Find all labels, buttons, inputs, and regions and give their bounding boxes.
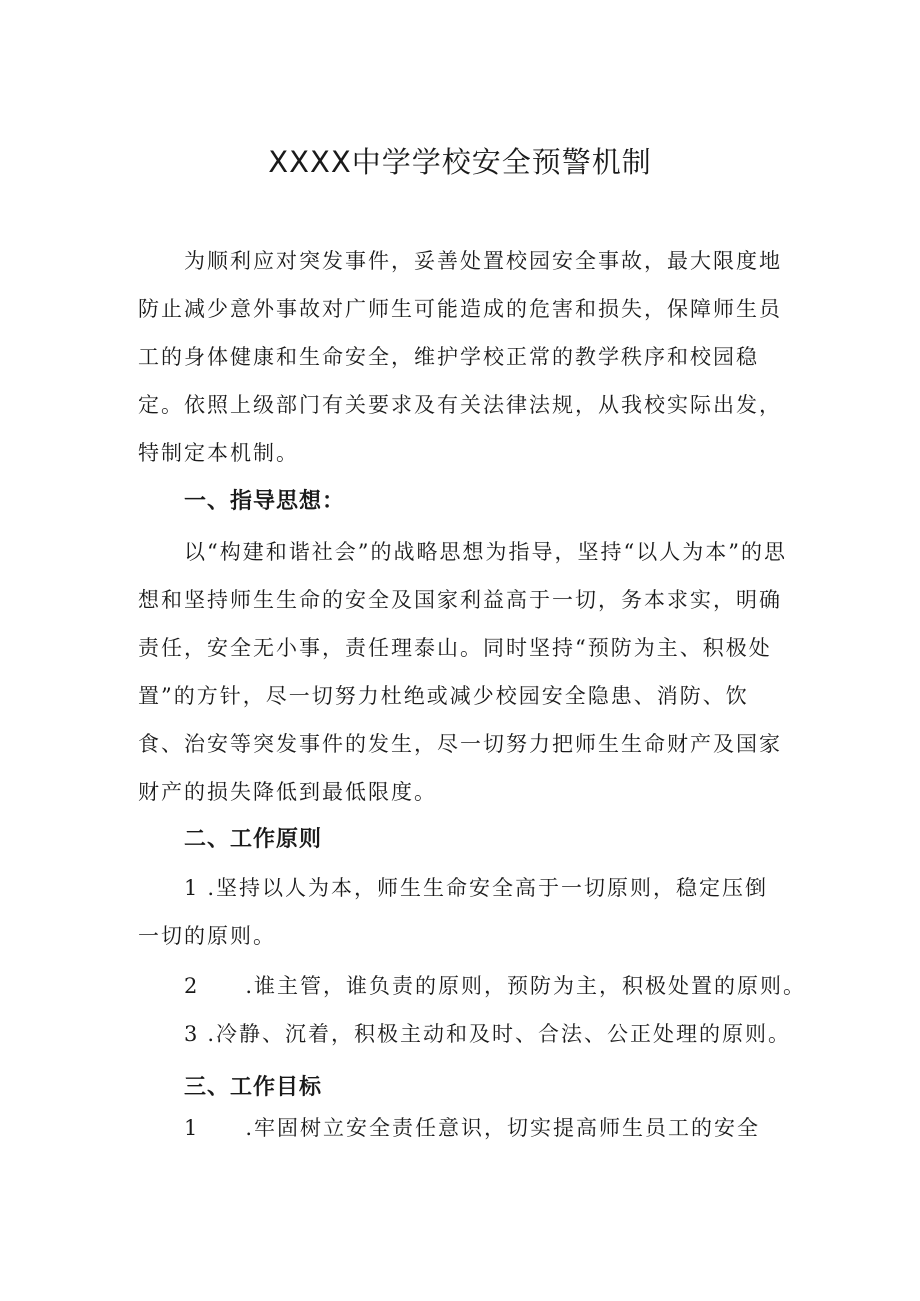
section-heading-work-goals: 三、工作目标	[184, 1075, 323, 1100]
intro-paragraph: 为顺利应对突发事件，妥善处置校园安全事故，最大限度地防止减少意外事故对广师生可能造成的危害和损失，保障师生员工的身体健康和生命安全，维护学校正常的教学秩序和校园稳定。依照上级部门有关要求及有关法律法规，从我校实际出发，特制定本机制。	[138, 249, 782, 465]
guiding-ideology-paragraph: 以“构建和谐社会”的战略思想为指导，坚持“以人为本”的思想和坚持师生生命的安全及国家利益高于一切，务本求实，明确责任，安全无小事，责任理泰山。同时坚持“预防为主、积极处置”的方针，尽一切努力杜绝或减少校园安全隐患、消防、饮食、治安等突发事件的发生，尽一切努力把师生生命财产及国家财产的损失降低到最低限度。	[138, 540, 787, 804]
principle-item-2	[184, 970, 806, 1000]
document-title: XXXX中学学校安全预警机制	[268, 145, 652, 179]
principle-item-1-text: .坚持以人为本，师生生命安全高于一切原则，稳定压倒一切的原则。	[138, 876, 769, 948]
principle-item-3	[184, 1018, 791, 1048]
goal-item-1-text: .牢固树立安全责任意识，切实提高师生员工的安全	[245, 1116, 761, 1140]
section-heading-guiding-ideology: 一、指导思想：	[184, 489, 346, 514]
principle-item-1-number: 1	[184, 876, 200, 900]
section-heading-work-principles: 二、工作原则	[184, 827, 323, 852]
principle-item-1	[138, 864, 790, 960]
principle-item-2-text: .谁主管，谁负责的原则，预防为主，积极处置的原则。	[245, 974, 807, 998]
principle-item-3-number: 3	[184, 1022, 200, 1046]
goal-item-1-number: 1	[184, 1116, 200, 1140]
goal-item-1	[184, 1112, 760, 1142]
principle-item-3-text: .冷静、沉着，积极主动和及时、合法、公正处理的原则。	[207, 1022, 792, 1046]
principle-item-2-number: 2	[184, 974, 200, 998]
